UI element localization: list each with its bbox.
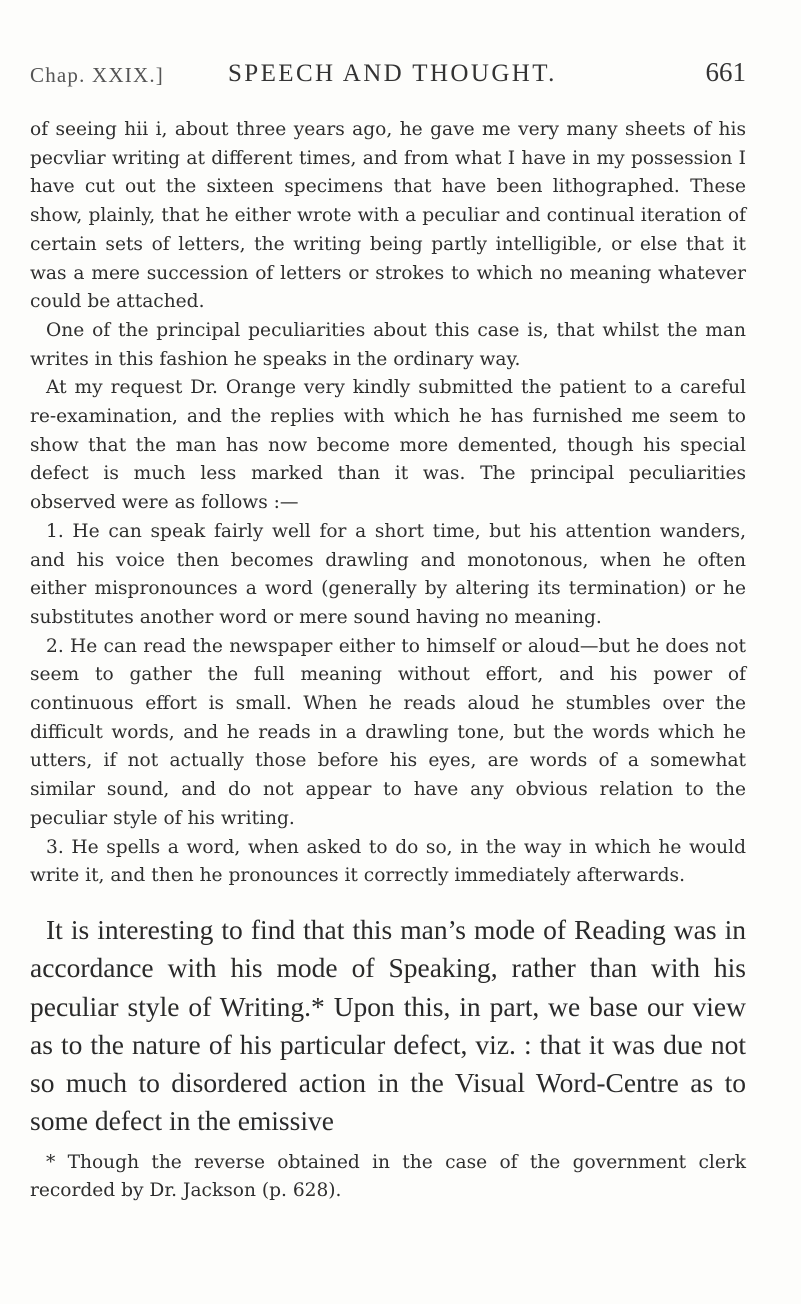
running-title: SPEECH AND THOUGHT. (228, 60, 557, 87)
paragraph-large-print: It is interesting to find that this man’s mode of Reading was in accordance with his mode of Speaking, rather than with his peculiar style of Writing.* Upon this, in part, we base our view as to the nature of his particular defect, viz. : that it was due not so much to disordered action in the Visual Word-Centre as to some defect in the emissive (30, 913, 746, 1137)
list-item-speech: 1. He can speak fairly well for a short time, but his attention wanders, and his voice then becomes drawling and monotonous, when he often either mispronounces a word (generally by altering its termination) or he substitutes another word or mere sound having no meaning. (30, 520, 746, 628)
body-text (30, 116, 746, 1205)
paragraph-peculiarities: One of the principal peculiarities about this case is, that whilst the man writes in this fashion he speaks in the ordinary way. (30, 319, 746, 370)
footnote: * Though the reverse obtained in the case of the government clerk recorded by Dr. Jackson (p. 628). (30, 1151, 746, 1201)
paragraph-continuation: of seeing hii i, about three years ago, he gave me very many sheets of his pecvliar writing at different times, and from what I have in my possession I have cut out the sixteen specimens that have been lithographed. These show, plainly, that he either wrote with a peculiar and continual iteration of certain sets of letters, the writing being partly intelligible, or else that it was a mere succession of letters or strokes to which no meaning whatever could be attached. (30, 119, 746, 313)
list-item-reading: 2. He can read the newspaper either to himself or aloud—but he does not seem to gather the full meaning without effort, and his power of continuous effort is small. When he reads aloud he stumbles over the difficult words, and he reads in a drawling tone, but the words which he utters, if not actually those before his eyes, are words of a somewhat similar sound, and do not appear to have any obvious relation to the peculiar style of his writing. (30, 635, 746, 829)
running-head (30, 57, 746, 97)
chapter-label: Chap. XXIX.] (30, 63, 164, 87)
list-item-spelling: 3. He spells a word, when asked to do so, in the way in which he would write it, and then he pronounces it correctly immediately afterwards. (30, 836, 746, 887)
paragraph-re-examination: At my request Dr. Orange very kindly submitted the patient to a careful re-examination, and the replies with which he has furnished me seem to show that the man has now become more demented, though his special defect is much less marked than it was. The principal peculiarities observed were as follows :— (30, 377, 746, 514)
page-number: 661 (705, 57, 746, 87)
